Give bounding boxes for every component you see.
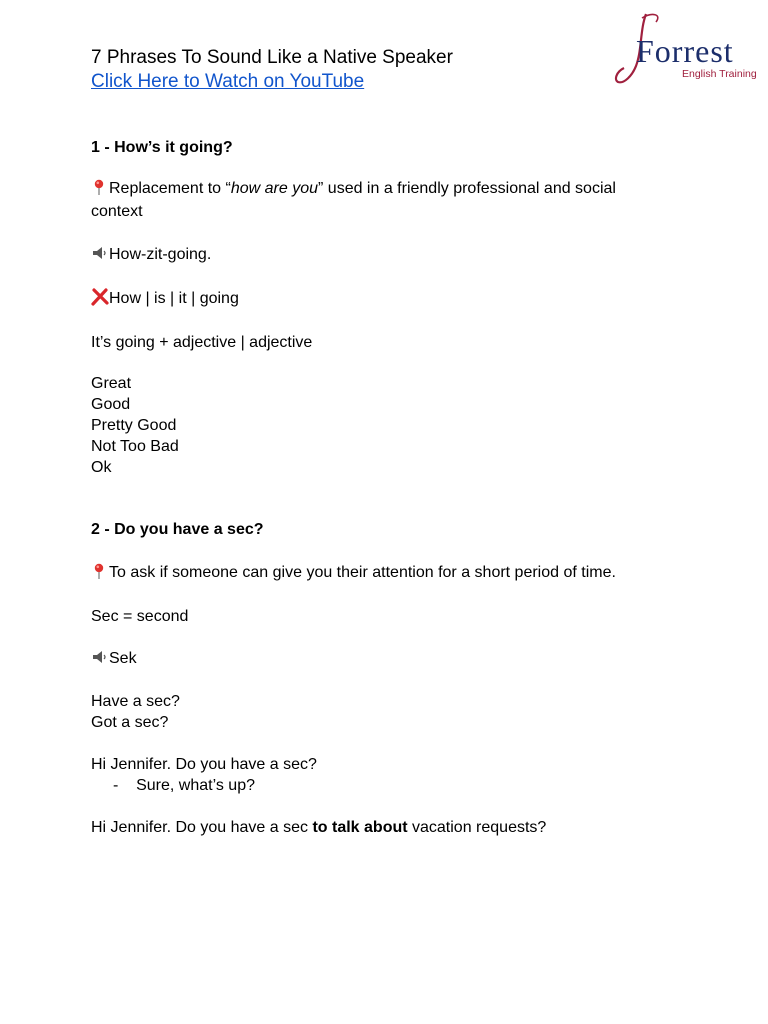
speaker-icon	[91, 648, 109, 666]
example-reply: - Sure, what’s up?	[113, 777, 255, 794]
definition-text: To ask if someone can give you their attention for a short period of time.	[109, 564, 616, 581]
adjective-item: Great	[91, 375, 132, 392]
section-2-definition	[91, 562, 616, 583]
section-1-heading: 1 - How’s it going?	[91, 139, 233, 156]
variant-item: Have a sec?	[91, 693, 180, 710]
round-pushpin-icon	[91, 178, 109, 196]
definition-text-start: Replacement to “	[109, 180, 231, 197]
definition-text-end: ” used in a friendly professional and social	[318, 180, 616, 197]
section-1-definition	[91, 178, 616, 199]
section-1-pronunciation	[91, 244, 211, 265]
example-bold-phrase: to talk about	[312, 819, 408, 836]
section-2-pronunciation	[91, 648, 137, 669]
section-1-definition-line2: context	[91, 203, 143, 220]
variant-item: Got a sec?	[91, 714, 169, 731]
section-1-pattern: It’s going + adjective | adjective	[91, 334, 313, 351]
example-text-end: vacation requests?	[407, 819, 547, 836]
section-2-equation: Sec = second	[91, 608, 189, 625]
section-1-wrong-split	[91, 288, 239, 309]
adjective-item: Pretty Good	[91, 417, 177, 434]
example-text-start: Hi Jennifer. Do you have a sec	[91, 819, 313, 836]
adjective-item: Ok	[91, 459, 112, 476]
logo-tagline: English Training	[682, 68, 757, 80]
pronunciation-text: Sek	[109, 650, 137, 667]
definition-italic-phrase: how are you	[230, 180, 319, 197]
example-sentence-extended	[91, 817, 546, 838]
adjective-item: Not Too Bad	[91, 438, 179, 455]
round-pushpin-icon	[91, 562, 109, 580]
logo-wordmark: Forrest	[636, 33, 734, 69]
document-title: 7 Phrases To Sound Like a Native Speaker	[91, 47, 453, 68]
section-2-heading: 2 - Do you have a sec?	[91, 521, 264, 538]
speaker-icon	[91, 244, 109, 262]
example-sentence: Hi Jennifer. Do you have a sec?	[91, 756, 317, 773]
youtube-link[interactable]: Click Here to Watch on YouTube	[91, 71, 365, 92]
wrong-split-text: How | is | it | going	[109, 290, 239, 307]
forrest-logo	[612, 10, 758, 88]
pronunciation-text: How-zit-going.	[109, 246, 212, 263]
adjective-item: Good	[91, 396, 131, 413]
cross-mark-icon	[91, 288, 109, 306]
